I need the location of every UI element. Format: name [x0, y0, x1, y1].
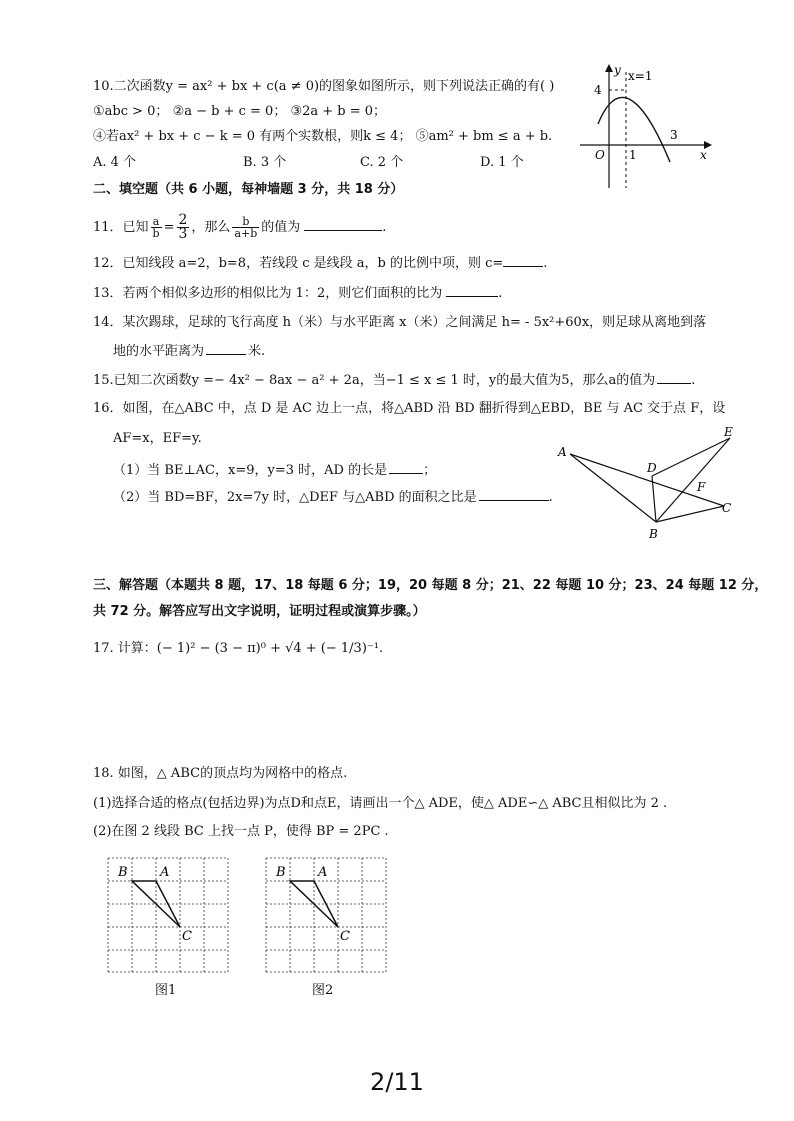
- q10-choice-c: C. 2 个: [360, 155, 404, 170]
- q16-sub2-blank[interactable]: [479, 488, 549, 501]
- q11-mid: ，那么: [191, 220, 231, 235]
- segment-de: [652, 438, 730, 476]
- q14-line2: [113, 342, 265, 361]
- section2-heading: 二、填空题（共 6 小题，每神墙题 3 分，共 18 分）: [93, 182, 404, 197]
- q14-line1: 14．某次踢球，足球的飞行高度 h（米）与水平距离 x（米）之间满足 h= - 5x²+60x，则足球从离地到落: [93, 315, 707, 330]
- label-c: C: [722, 501, 732, 515]
- label-3: 3: [670, 128, 678, 142]
- q10-stem: 10.二次函数y = ax² + bx + c(a ≠ 0)的图象如图所示，则下列说法正确的有( ): [93, 79, 555, 94]
- label-4: 4: [594, 83, 602, 97]
- label-f: F: [697, 480, 706, 494]
- q12-text: 12．已知线段 a=2，b=8，若线段 c 是线段 a，b 的比例中项，则 c=: [93, 256, 504, 271]
- fig1-caption: 图1: [155, 983, 177, 998]
- label-o: O: [595, 148, 605, 162]
- q11-prefix: 11．已知: [93, 220, 149, 235]
- q15-text: 15.已知二次函数y =− 4x² − 8ax − a² + 2a，当−1 ≤ x ≤ 1 时，y的最大值为5，那么a的值为: [93, 373, 656, 388]
- y-axis-arrow: [605, 64, 613, 72]
- label-e: E: [724, 425, 733, 439]
- q16-line2: AF=x，EF=y.: [113, 431, 202, 446]
- section3-heading-line1: 三、解答题（本题共 8 题，17、18 每题 6 分；19，20 每题 8 分；21、22 每题 10 分；23、24 每题 12 分，: [93, 578, 768, 593]
- q16-sub1-text: （1）当 BE⊥AC，x=9，y=3 时，AD 的长是: [113, 463, 388, 478]
- q10-parabola-graph: [576, 60, 716, 192]
- q13-text: 13．若两个相似多边形的相似比为 1：2，则它们面积的比为: [93, 286, 443, 301]
- segment-be: [656, 438, 730, 522]
- segment-bc: [656, 506, 724, 522]
- axis-x1-label: x=1: [628, 69, 653, 83]
- q11-suffix: 的值为: [261, 220, 301, 235]
- segment-ab: [570, 454, 656, 522]
- q17-text: 17. 计算：(− 1)² − (3 − π)⁰ + √4 + (− 1/3)⁻¹.: [93, 641, 384, 656]
- label-b: B: [649, 527, 658, 541]
- label-a: A: [318, 865, 328, 880]
- q13-answer-blank[interactable]: [446, 284, 498, 297]
- q14-line2-b: 米.: [248, 344, 266, 359]
- q13: 13．若两个相似多边形的相似比为 1：2，则它们面积的比为 .: [93, 286, 503, 301]
- q16-triangle-figure: [552, 424, 752, 548]
- q16-sub1-blank[interactable]: [389, 461, 423, 474]
- q10-choice-b: B. 3 个: [243, 155, 287, 170]
- q16-line1: 16．如图，在△ABC 中，点 D 是 AC 边上一点，将△ABD 沿 BD 翻折得到△EBD，BE 与 AC 交于点 F，设: [93, 401, 726, 416]
- q10-choice-a: A. 4 个: [93, 155, 137, 170]
- q18-stem: 18. 如图，△ ABC的顶点均为网格中的格点.: [93, 766, 348, 781]
- q16-sub1: （1）当 BE⊥AC，x=9，y=3 时，AD 的长是 ；: [113, 463, 437, 478]
- label-a: A: [558, 445, 567, 459]
- label-a: A: [160, 865, 170, 880]
- q12-answer-blank[interactable]: [503, 254, 543, 267]
- q11-frac-b-ab: $\frac{b}{a+b}$: [234, 215, 258, 240]
- q16-sub2: （2）当 BD=BF，2x=7y 时，△DEF 与△ABD 的面积之比是 .: [113, 490, 553, 505]
- q18-part2: (2)在图 2 线段 BC 上找一点 P，使得 BP = 2PC .: [93, 824, 389, 839]
- q11-answer-blank[interactable]: [304, 218, 382, 231]
- q11-eq: =: [163, 220, 175, 235]
- q12: 12．已知线段 a=2，b=8，若线段 c 是线段 a，b 的比例中项，则 c= .: [93, 256, 548, 271]
- q11: 11．已知 $\frac{a}{b}$ = $\frac{2}{3}$ ，那么 $\frac{b}{a+b}$ 的值为 .: [93, 212, 387, 242]
- q15: 15.已知二次函数y =− 4x² − 8ax − a² + 2a，当−1 ≤ x ≤ 1 时，y的最大值为5，那么a的值为 .: [93, 373, 696, 388]
- q10-choice-d: D. 1 个: [480, 155, 524, 170]
- q18-grid-figure-2: [258, 852, 390, 976]
- q16-sub2-text: （2）当 BD=BF，2x=7y 时，△DEF 与△ABD 的面积之比是: [113, 490, 477, 505]
- label-b: B: [276, 865, 286, 880]
- y-label: y: [614, 63, 621, 77]
- q11-frac-2-3: $\frac{2}{3}$: [178, 212, 188, 242]
- fig2-caption: 图2: [312, 983, 334, 998]
- q11-frac-a-b: $\frac{a}{b}$: [152, 215, 160, 240]
- label-d: D: [647, 461, 657, 475]
- q15-answer-blank[interactable]: [657, 371, 691, 384]
- label-c: C: [182, 929, 192, 944]
- section3-heading-line2: 共 72 分。解答应写出文字说明，证明过程或演算步骤。）: [93, 604, 426, 619]
- label-b: B: [118, 865, 128, 880]
- x-label: x: [700, 148, 707, 162]
- page-number: 2/11: [370, 1068, 424, 1096]
- q14-line2-a: 地的水平距离为: [113, 344, 205, 359]
- label-c: C: [340, 929, 350, 944]
- q14-answer-blank[interactable]: [206, 342, 246, 355]
- label-1: 1: [629, 148, 637, 162]
- q18-grid-figure-1: [100, 852, 230, 976]
- q18-part1: (1)选择合适的格点(包括边界)为点D和点E，请画出一个△ ADE，使△ ADE∽△ ABC且相似比为 2 .: [93, 796, 668, 811]
- q10-options-line1: ①abc > 0； ②a − b + c = 0； ③2a + b = 0；: [93, 104, 387, 119]
- q10-options-line2: ④若ax² + bx + c − k = 0 有两个实数根，则k ≤ 4； ⑤am² + bm ≤ a + b.: [93, 129, 553, 144]
